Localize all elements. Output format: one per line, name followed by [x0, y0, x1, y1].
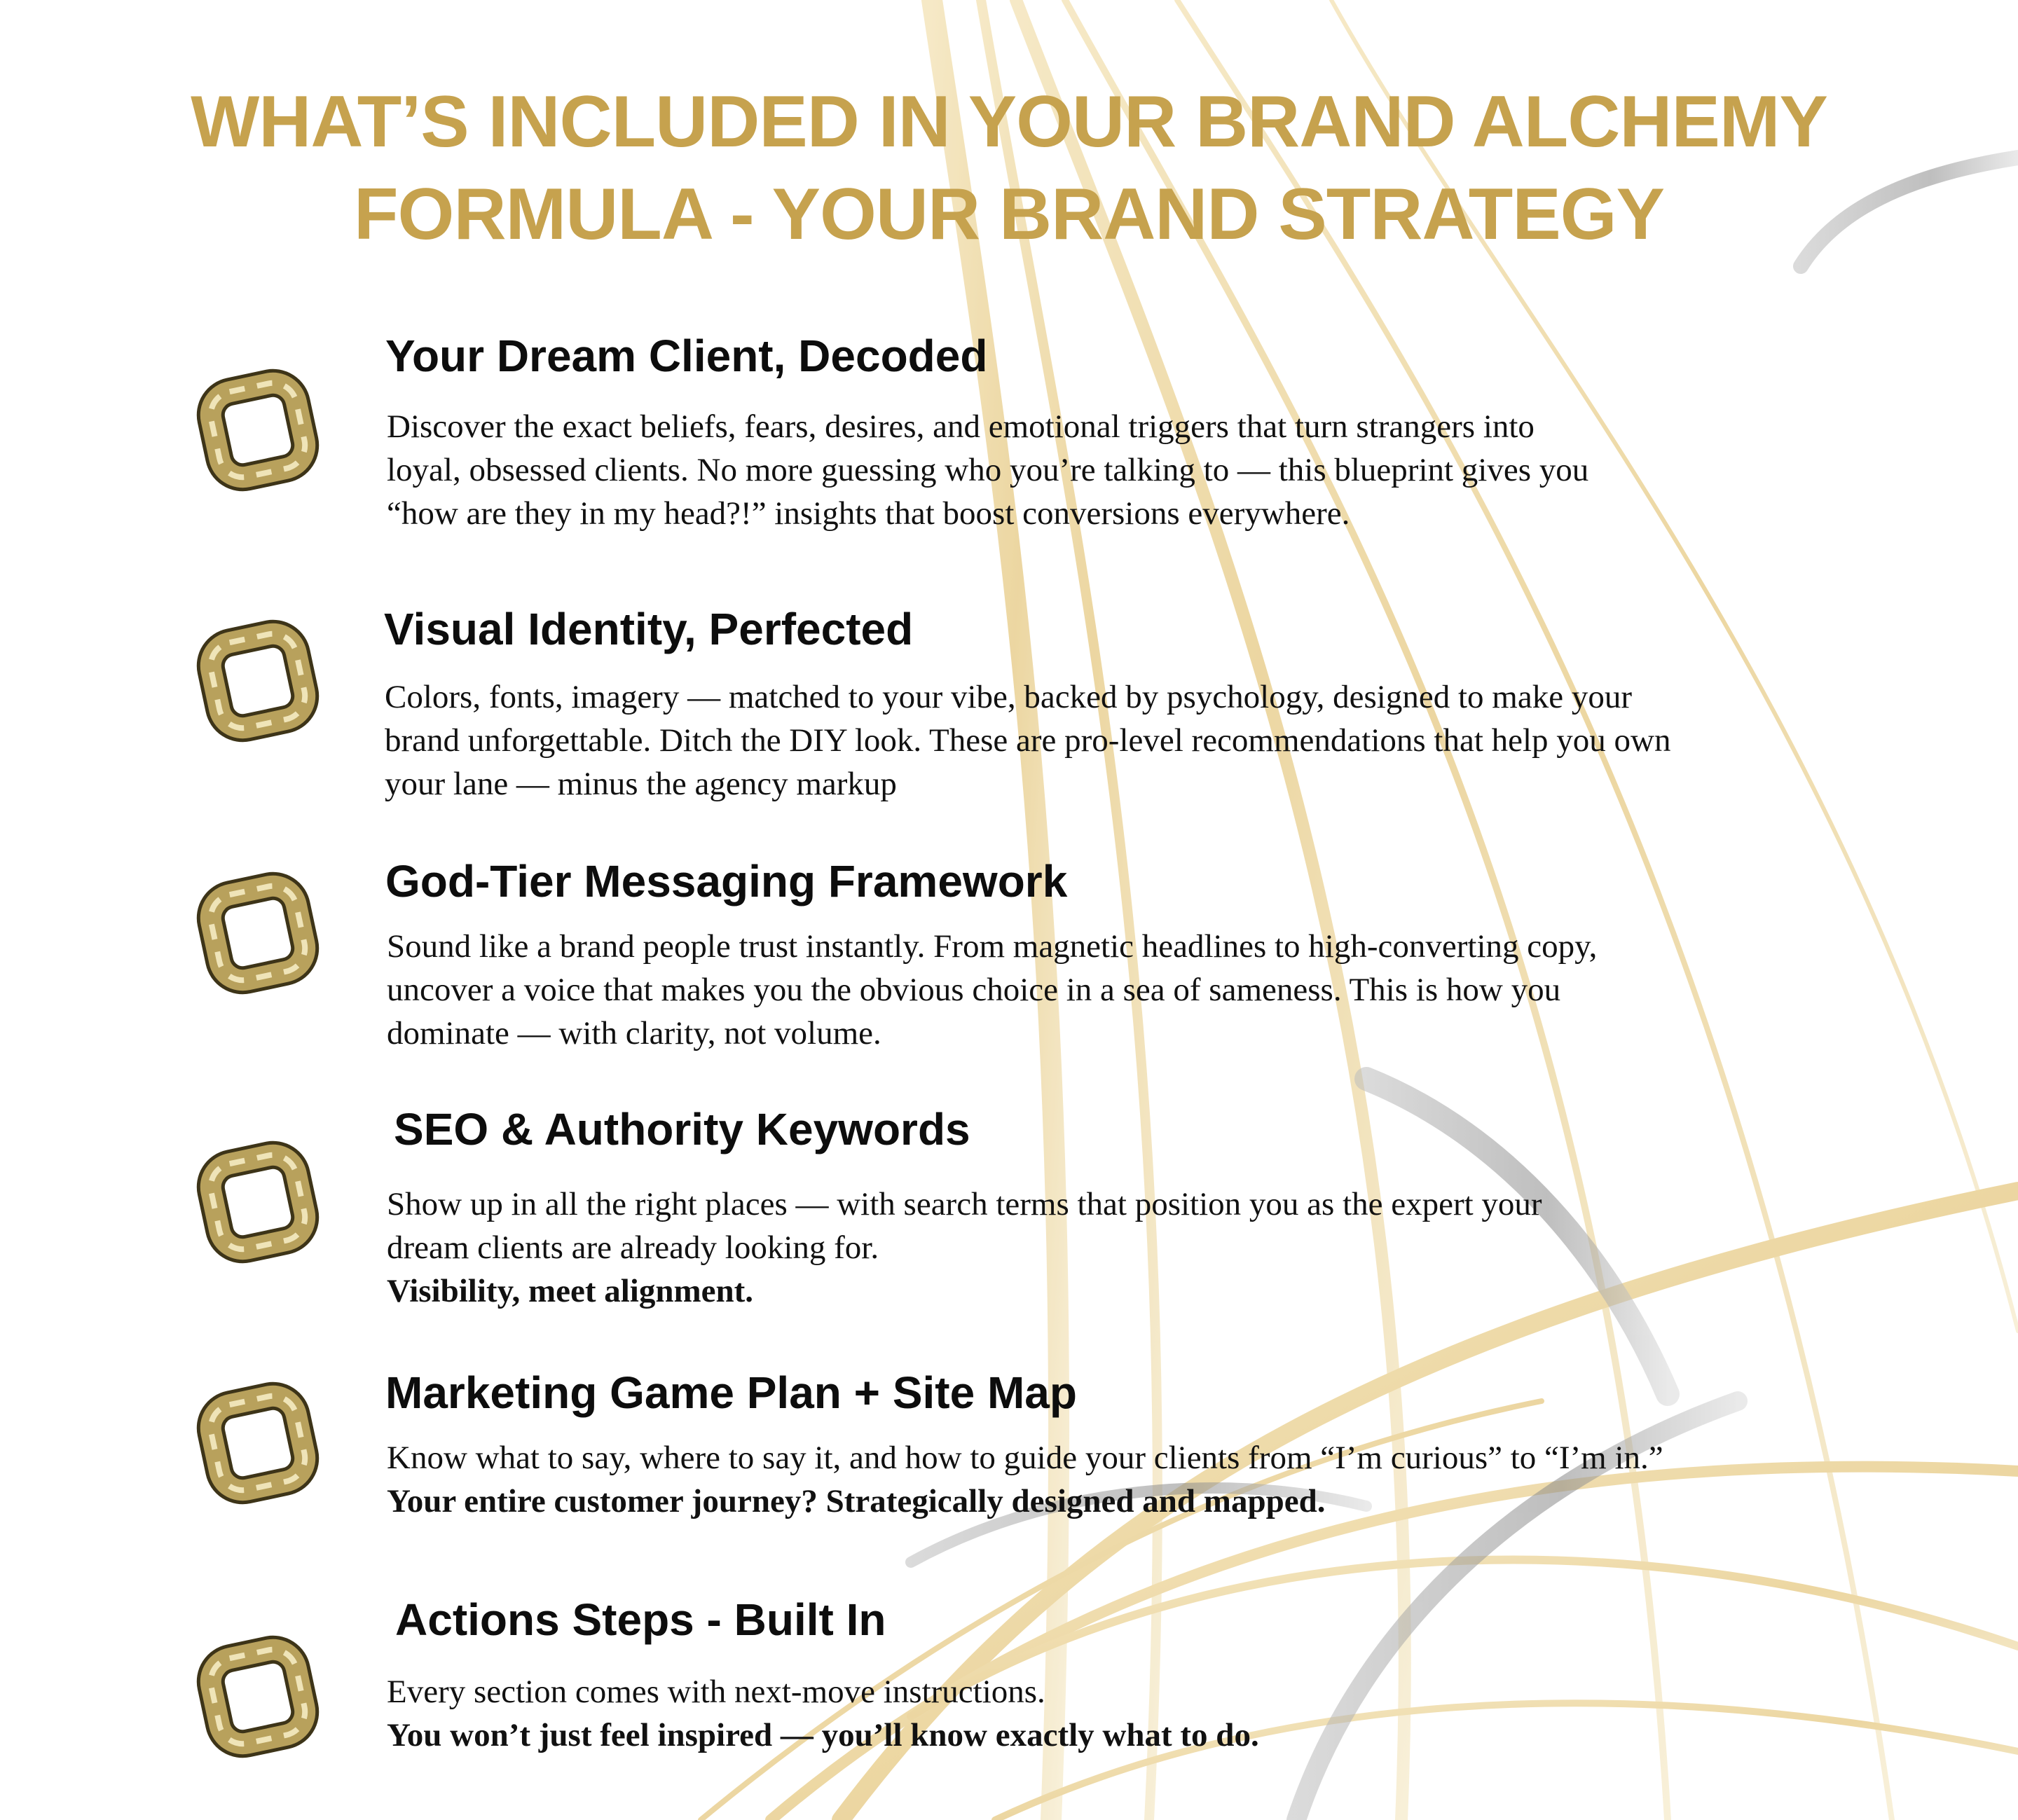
gold-chain-ring-icon	[188, 1627, 328, 1767]
description-line: uncover a voice that makes you the obvious choice in a sea of sameness. This is how you	[387, 972, 1561, 1008]
gold-chain-ring-icon	[188, 1373, 328, 1513]
description-bold-line: Visibility, meet alignment.	[387, 1273, 754, 1309]
page-title-line-2: FORMULA - YOUR BRAND STRATEGY	[354, 174, 1664, 255]
page-title	[0, 76, 2018, 261]
description-line: loyal, obsessed clients. No more guessing who you’re talking to — this blueprint gives you	[387, 452, 1589, 488]
description-line: your lane — minus the agency markup	[385, 766, 897, 802]
description-line: Sound like a brand people trust instantly. From magnetic headlines to high-converting copy,	[387, 928, 1598, 965]
page-title-line-1: WHAT’S INCLUDED IN YOUR BRAND ALCHEMY	[191, 81, 1827, 163]
description-line: “how are they in my head?!” insights that boost conversions everywhere.	[387, 495, 1350, 532]
section-description	[385, 675, 1842, 806]
gold-chain-ring-icon	[188, 611, 328, 751]
section-description	[387, 1183, 1844, 1313]
section-heading: God-Tier Messaging Framework	[385, 856, 1068, 906]
section-heading: Actions Steps - Built In	[395, 1594, 886, 1645]
section-heading: Visual Identity, Perfected	[384, 604, 914, 654]
section-heading: SEO & Authority Keywords	[394, 1104, 970, 1154]
section-description	[387, 405, 1844, 535]
description-line: Know what to say, where to say it, and how to guide your clients from “I’m curious” to “I’m in.”	[387, 1440, 1663, 1476]
gold-chain-ring-icon	[188, 863, 328, 1003]
description-line: Discover the exact beliefs, fears, desires, and emotional triggers that turn strangers into	[387, 408, 1535, 445]
gold-chain-ring-icon	[188, 1132, 328, 1272]
section-description	[387, 1436, 1844, 1523]
description-line: dominate — with clarity, not volume.	[387, 1015, 881, 1052]
gold-chain-ring-icon	[188, 360, 328, 500]
description-line: Show up in all the right places — with search terms that position you as the expert your	[387, 1186, 1542, 1222]
section-heading: Your Dream Client, Decoded	[385, 331, 988, 381]
description-line: brand unforgettable. Ditch the DIY look. These are pro-level recommendations that help you own	[385, 722, 1671, 759]
section-heading: Marketing Game Plan + Site Map	[385, 1367, 1077, 1418]
description-line: dream clients are already looking for.	[387, 1229, 879, 1266]
description-line: Colors, fonts, imagery — matched to your vibe, backed by psychology, designed to make your	[385, 679, 1632, 715]
description-bold-line: Your entire customer journey? Strategically designed and mapped.	[387, 1483, 1326, 1519]
section-description	[387, 1670, 1844, 1757]
section-description	[387, 925, 1844, 1055]
description-bold-line: You won’t just feel inspired — you’ll know exactly what to do.	[387, 1717, 1259, 1753]
description-line: Every section comes with next-move instructions.	[387, 1674, 1045, 1710]
